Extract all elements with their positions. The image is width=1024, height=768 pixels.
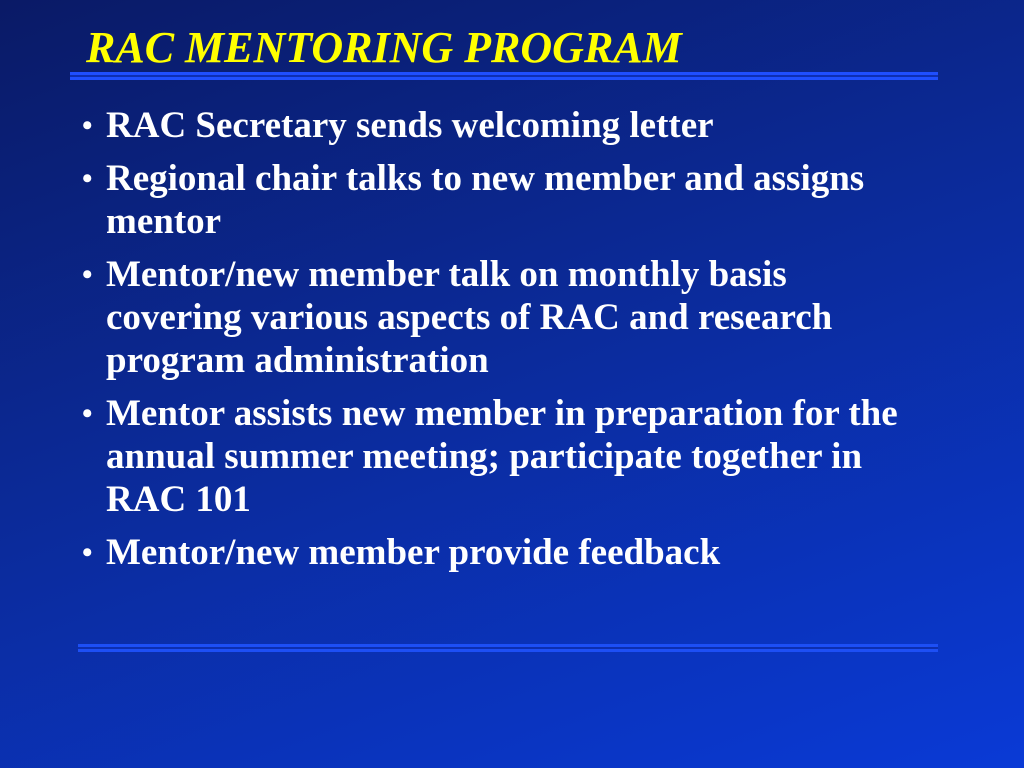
- footer-divider: [78, 644, 938, 652]
- bullet-item: [78, 392, 936, 521]
- bullet-text: Mentor/new member provide feedback: [106, 532, 721, 573]
- bullet-text: Mentor/new member talk on monthly basis covering various aspects of RAC and research program administration: [106, 254, 833, 381]
- title-divider: [70, 72, 938, 80]
- bullet-item: [78, 104, 906, 147]
- bullet-item: [78, 531, 936, 574]
- bullet-item: [78, 157, 906, 243]
- bullet-icon: •: [82, 397, 93, 430]
- bullet-text: Regional chair talks to new member and assigns mentor: [106, 158, 865, 242]
- bullet-icon: •: [82, 162, 93, 195]
- bullet-text: RAC Secretary sends welcoming letter: [106, 105, 714, 146]
- bullet-text: Mentor assists new member in preparation for the annual summer meeting; participate together in RAC 101: [106, 393, 898, 520]
- bullet-item: [78, 253, 866, 382]
- bullet-list: [78, 104, 958, 584]
- bullet-icon: •: [82, 258, 93, 291]
- bullet-icon: •: [82, 536, 93, 569]
- bullet-icon: •: [82, 109, 93, 142]
- slide-title: RAC MENTORING PROGRAM: [86, 23, 682, 72]
